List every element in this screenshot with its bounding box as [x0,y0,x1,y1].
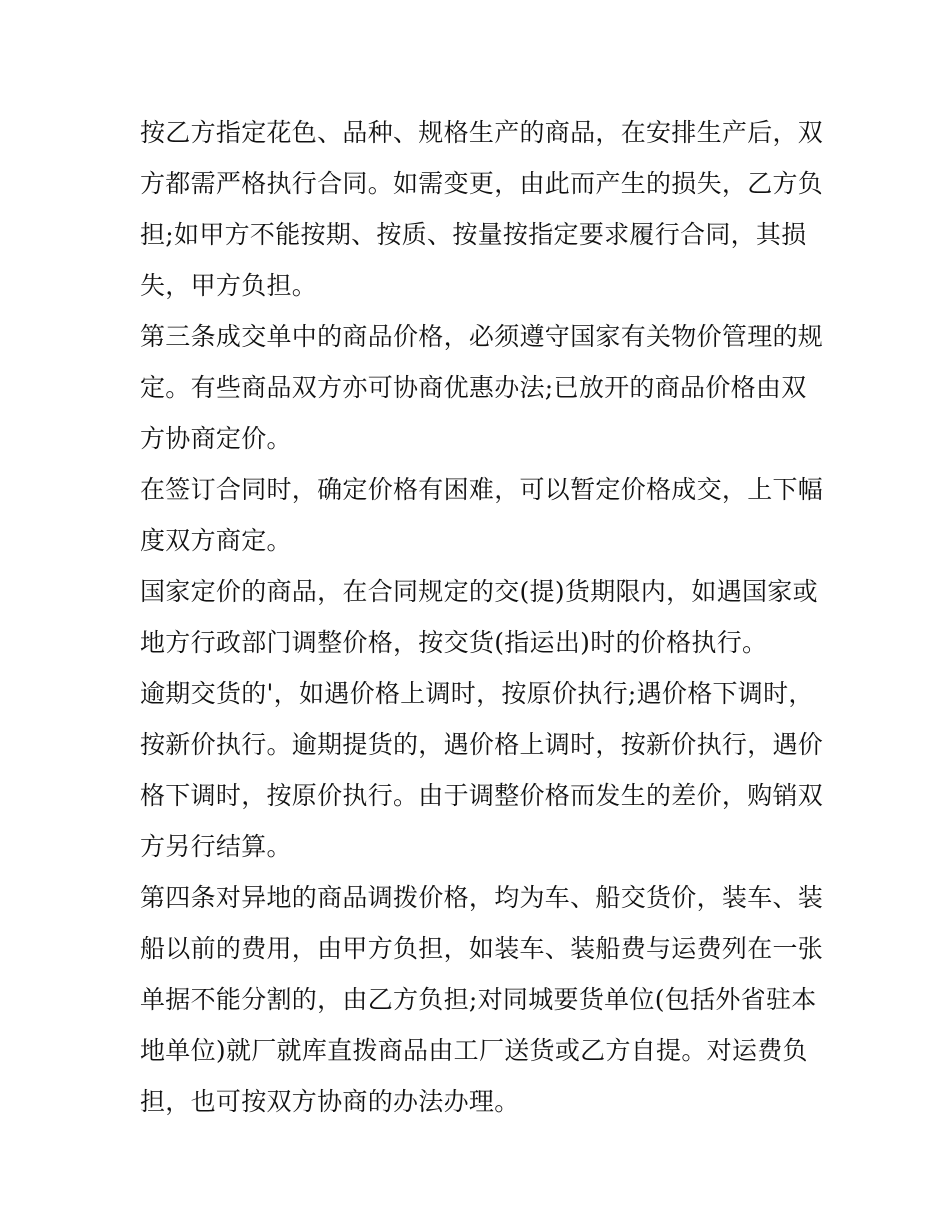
text-line: 按新价执行。逾期提货的，遇价格上调时，按新价执行，遇价 [140,730,824,759]
text-line: 第三条成交单中的商品价格，必须遵守国家有关物价管理的规 [140,322,824,351]
paragraph-provisional-price [140,464,824,566]
text-line: 方另行结算。 [140,832,292,861]
text-line: 方都需严格执行合同。如需变更，由此而产生的损失，乙方负 [140,169,824,198]
text-line: 在签订合同时，确定价格有困难，可以暂定价格成交，上下幅 [140,475,824,504]
paragraph-article-three [140,311,824,464]
text-line: 国家定价的商品，在合同规定的交(提)货期限内，如遇国家或 [140,577,818,606]
paragraph-overdue-delivery [140,668,824,872]
text-line: 格下调时，按原价执行。由于调整价格而发生的差价，购销双 [140,781,824,810]
text-line: 地单位)就厂就库直拨商品由工厂送货或乙方自提。对运费负 [140,1036,808,1065]
paragraph-production-changes [140,107,824,311]
text-line: 度双方商定。 [140,526,292,555]
text-line: 第四条对异地的商品调拨价格，均为车、船交货价，装车、装 [140,883,824,912]
text-line: 地方行政部门调整价格，按交货(指运出)时的价格执行。 [140,628,768,657]
paragraph-state-pricing [140,566,820,668]
text-line: 失，甲方负担。 [140,271,318,300]
text-line: 按乙方指定花色、品种、规格生产的商品，在安排生产后，双 [140,118,824,147]
text-line: 单据不能分割的，由乙方负担;对同城要货单位(包括外省驻本 [140,985,817,1014]
text-line: 担;如甲方不能按期、按质、按量按指定要求履行合同，其损 [140,220,807,249]
document-body [140,107,824,1127]
paragraph-article-four [140,872,824,1127]
text-line: 船以前的费用，由甲方负担，如装车、装船费与运费列在一张 [140,934,824,963]
text-line: 逾期交货的'，如遇价格上调时，按原价执行;遇价格下调时， [140,679,814,708]
text-line: 方协商定价。 [140,424,292,453]
text-line: 担，也可按双方协商的办法办理。 [140,1087,520,1116]
text-line: 定。有些商品双方亦可协商优惠办法;已放开的商品价格由双 [140,373,807,402]
